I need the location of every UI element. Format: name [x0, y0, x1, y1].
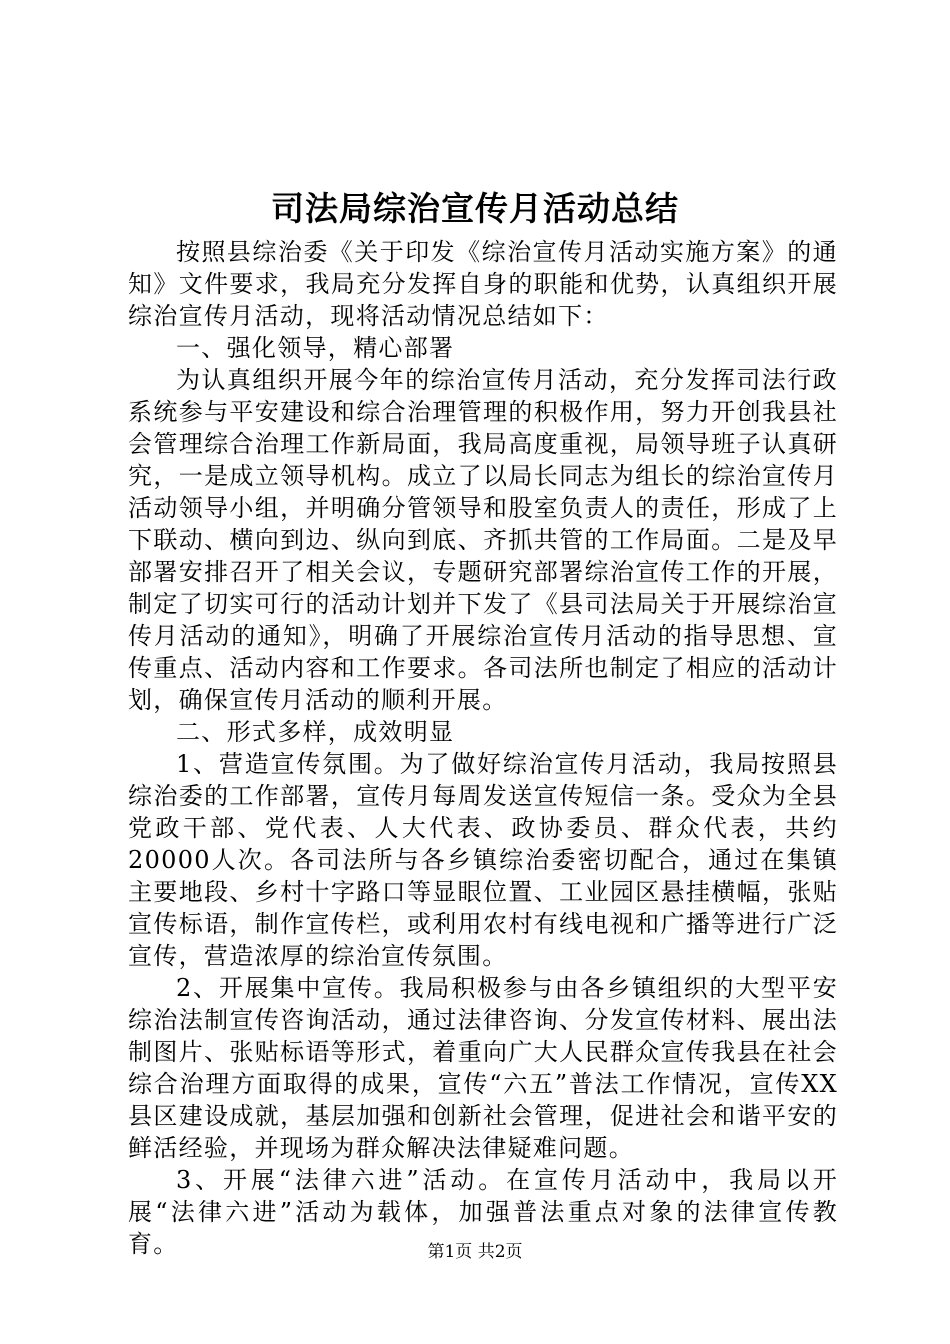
page-number-footer: 第1页 共2页 [427, 1242, 523, 1262]
document-title: 司法局综治宣传月活动总结 [271, 189, 679, 228]
item-1-paragraph: 1、营造宣传氛围。为了做好综治宣传月活动，我局按照县综治委的工作部署，宣传月每周发送宣传短信一条。受众为全县党政干部、党代表、人大代表、政协委员、群众代表，共约20000人次。各司法所与各乡镇综治委密切配合，通过在集镇主要地段、乡村十字路口等显眼位置、工业园区悬挂横幅，张贴宣传标语，制作宣传栏，或利用农村有线电视和广播等进行广泛宣传，营造浓厚的综治宣传氛围。 [128, 750, 838, 970]
section-heading-1: 一、强化领导，精心部署 [176, 334, 455, 362]
item-2-paragraph: 2、开展集中宣传。我局积极参与由各乡镇组织的大型平安综治法制宣传咨询活动，通过法律咨询、分发宣传材料、展出法制图片、张贴标语等形式，着重向广大人民群众宣传我县在社会综合治理方面取得的成果，宣传“六五”普法工作情况，宣传XX县区建设成就，基层加强和创新社会管理，促进社会和谐平安的鲜活经验，并现场为群众解决法律疑难问题。 [128, 974, 838, 1162]
item-3-paragraph: 3、开展“法律六进”活动。在宣传月活动中，我局以开展“法律六进”活动为载体，加强普法重点对象的法律宣传教育。 [128, 1166, 838, 1258]
section-heading-2: 二、形式多样，成效明显 [176, 718, 455, 746]
intro-paragraph: 按照县综治委《关于印发《综治宣传月活动实施方案》的通知》文件要求，我局充分发挥自身的职能和优势，认真组织开展综治宣传月活动，现将活动情况总结如下： [128, 238, 838, 330]
section-1-paragraph: 为认真组织开展今年的综治宣传月活动，充分发挥司法行政系统参与平安建设和综合治理管理的积极作用，努力开创我县社会管理综合治理工作新局面，我局高度重视，局领导班子认真研究，一是成立领导机构。成立了以局长同志为组长的综治宣传月活动领导小组，并明确分管领导和股室负责人的责任，形成了上下联动、横向到边、纵向到底、齐抓共管的工作局面。二是及早部署安排召开了相关会议，专题研究部署综治宣传工作的开展，制定了切实可行的活动计划并下发了《县司法局关于开展综治宣传月活动的通知》，明确了开展综治宣传月活动的指导思想、宣传重点、活动内容和工作要求。各司法所也制定了相应的活动计划，确保宣传月活动的顺利开展。 [128, 366, 838, 714]
document-body [128, 236, 838, 1260]
